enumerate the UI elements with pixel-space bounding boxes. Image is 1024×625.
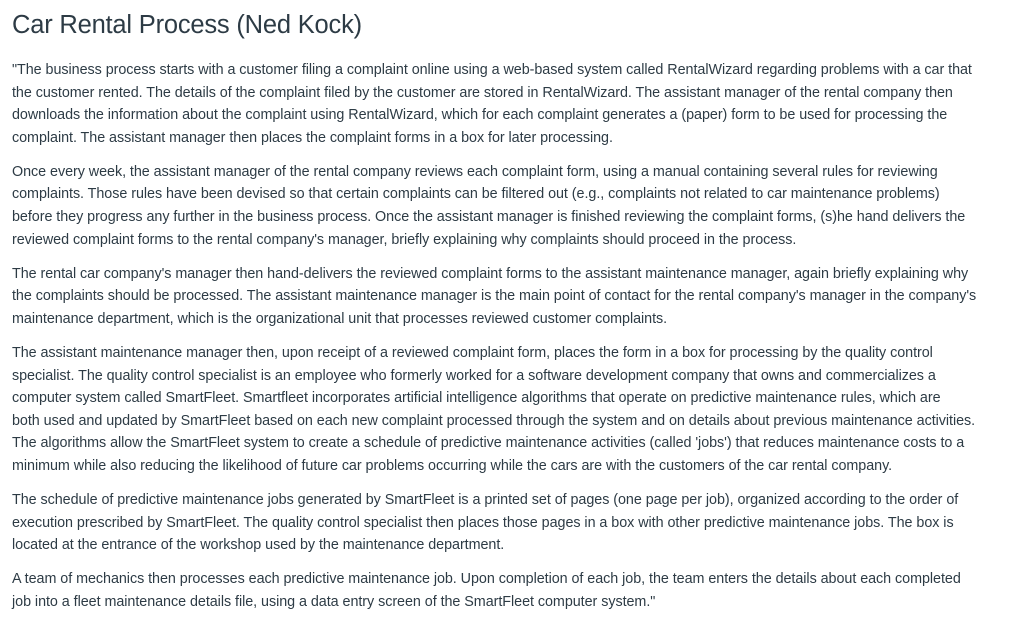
page-title: Car Rental Process (Ned Kock) bbox=[12, 11, 362, 39]
paragraph-line: complaint. The assistant manager then places the complaint forms in a box for later processing. bbox=[12, 129, 613, 146]
paragraph-line: the complaints should be processed. The assistant maintenance manager is the main point of contact for the rental company's manager in the company's bbox=[12, 288, 977, 305]
document-page bbox=[12, 0, 1024, 625]
paragraph-line: complaints. Those rules have been devised so that certain complaints can be filtered out (e.g., complaints not related to car maintenance problems) bbox=[12, 186, 940, 203]
paragraph-line: downloads the information about the complaint using RentalWizard, which for each complaint generates a (paper) form to be used for processing the bbox=[12, 107, 948, 124]
paragraph-line: job into a fleet maintenance details file, using a data entry screen of the SmartFleet computer system." bbox=[12, 593, 656, 610]
paragraph-line: Once every week, the assistant manager of the rental company reviews each complaint form, using a manual containing several rules for reviewing bbox=[12, 163, 938, 180]
paragraph-line: The assistant maintenance manager then, upon receipt of a reviewed complaint form, places the form in a box for processing by the quality control bbox=[12, 345, 933, 362]
paragraph-2 bbox=[12, 161, 1024, 251]
paragraph-line: reviewed complaint forms to the rental company's manager, briefly explaining why complaints should proceed in the process. bbox=[12, 231, 797, 248]
paragraph-line: A team of mechanics then processes each predictive maintenance job. Upon completion of each job, the team enters the details about each completed bbox=[12, 571, 961, 588]
paragraph-4 bbox=[12, 342, 1024, 478]
paragraph-line: minimum while also reducing the likelihood of future car problems occurring while the cars are with the customers of the car rental company. bbox=[12, 458, 893, 474]
paragraph-line: before they progress any further in the business process. Once the assistant manager is finished reviewing the complaint forms, (s)he hand delivers the bbox=[12, 209, 966, 226]
paragraph-line: computer system called SmartFleet. Smartfleet incorporates artificial intelligence algorithms that operate on predictive maintenance rules, which are bbox=[12, 390, 941, 407]
paragraph-line: maintenance department, which is the organizational unit that processes reviewed customer complaints. bbox=[12, 310, 668, 327]
paragraph-3 bbox=[12, 263, 1024, 331]
paragraph-line: execution prescribed by SmartFleet. The quality control specialist then places those pages in a box with other predictive maintenance jobs. The box is bbox=[12, 514, 954, 531]
paragraph-line: "The business process starts with a customer filing a complaint online using a web-based system called RentalWizard regarding problems with a car that bbox=[12, 62, 972, 78]
paragraph-6 bbox=[12, 568, 1024, 613]
paragraph-line: the customer rented. The details of the complaint filed by the customer are stored in RentalWizard. The assistant manager of the rental company then bbox=[12, 84, 953, 101]
paragraph-5 bbox=[12, 489, 1024, 557]
document-body bbox=[12, 59, 1024, 614]
paragraph-line: The schedule of predictive maintenance jobs generated by SmartFleet is a printed set of pages (one page per job), organized according to the order of bbox=[12, 492, 959, 509]
paragraph-line: The algorithms allow the SmartFleet system to create a schedule of predictive maintenance activities (called 'jobs') that reduces maintenance costs to a bbox=[12, 435, 965, 452]
paragraph-1 bbox=[12, 59, 1024, 149]
paragraph-line: located at the entrance of the workshop used by the maintenance department. bbox=[12, 537, 505, 554]
paragraph-line: specialist. The quality control specialist is an employee who formerly worked for a software development company that owns and commercializes a bbox=[12, 367, 936, 384]
paragraph-line: The rental car company's manager then hand-delivers the reviewed complaint forms to the assistant maintenance manager, again briefly explaining why bbox=[12, 265, 969, 282]
paragraph-line: both used and updated by SmartFleet based on each new complaint processed through the system and on details about previous maintenance activities. bbox=[12, 412, 976, 429]
